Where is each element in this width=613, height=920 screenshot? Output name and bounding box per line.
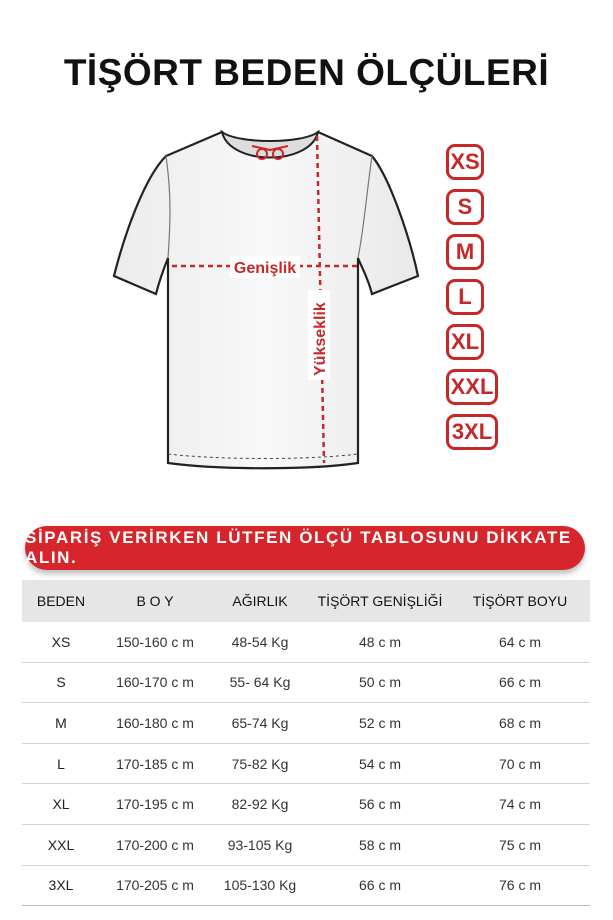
cell-size: XL [22,784,100,825]
cell-length: 70 c m [450,743,590,784]
table-row [22,703,590,744]
cell-width: 58 c m [310,824,450,865]
cell-length: 66 c m [450,662,590,703]
cell-length: 75 c m [450,824,590,865]
cell-height: 170-195 c m [100,784,210,825]
size-badge-xxl: XXL [446,369,498,405]
cell-height: 160-180 c m [100,703,210,744]
size-badge-s: S [446,189,484,225]
cell-size: 3XL [22,865,100,906]
cell-length: 76 c m [450,865,590,906]
size-badges [444,144,496,459]
warning-banner: SİPARİŞ VERİRKEN LÜTFEN ÖLÇÜ TABLOSUNU DİKKATE ALIN. [25,526,585,570]
size-badge-xl: XL [446,324,484,360]
cell-size: XS [22,622,100,662]
cell-size: L [22,743,100,784]
table-row [22,743,590,784]
cell-weight: 105-130 Kg [210,865,310,906]
table-row [22,824,590,865]
tshirt-diagram [110,118,430,478]
cell-weight: 48-54 Kg [210,622,310,662]
cell-length: 64 c m [450,622,590,662]
cell-width: 52 c m [310,703,450,744]
cell-length: 74 c m [450,784,590,825]
size-badge-xs: XS [446,144,484,180]
cell-height: 160-170 c m [100,662,210,703]
cell-weight: 93-105 Kg [210,824,310,865]
table-row [22,865,590,906]
table-row [22,662,590,703]
header-beden: BEDEN [22,580,100,622]
table-header-row [22,580,590,622]
header-boy: B O Y [100,580,210,622]
width-label: Genişlik [233,260,297,277]
page-title: TİŞÖRT BEDEN ÖLÇÜLERİ [63,52,550,93]
cell-width: 56 c m [310,784,450,825]
cell-size: XXL [22,824,100,865]
cell-weight: 65-74 Kg [210,703,310,744]
size-table [22,580,590,906]
cell-length: 68 c m [450,703,590,744]
cell-width: 50 c m [310,662,450,703]
cell-height: 170-185 c m [100,743,210,784]
header-agirlik: AĞIRLIK [210,580,310,622]
cell-weight: 55- 64 Kg [210,662,310,703]
table-row [22,622,590,662]
cell-weight: 82-92 Kg [210,784,310,825]
cell-height: 150-160 c m [100,622,210,662]
cell-width: 66 c m [310,865,450,906]
tshirt-body [114,132,418,468]
tshirt-illustration [110,118,430,478]
cell-size: M [22,703,100,744]
cell-width: 54 c m [310,743,450,784]
size-badge-m: M [446,234,484,270]
table-row [22,784,590,825]
header-tisort-boyu: TİŞÖRT BOYU [450,580,590,622]
cell-size: S [22,662,100,703]
size-badge-3xl: 3XL [446,414,498,450]
cell-height: 170-200 c m [100,824,210,865]
cell-weight: 75-82 Kg [210,743,310,784]
cell-width: 48 c m [310,622,450,662]
header-tisort-genisligi: TİŞÖRT GENİŞLİĞİ [310,580,450,622]
size-badge-l: L [446,279,484,315]
cell-height: 170-205 c m [100,865,210,906]
height-label: Yükseklik [312,302,329,376]
